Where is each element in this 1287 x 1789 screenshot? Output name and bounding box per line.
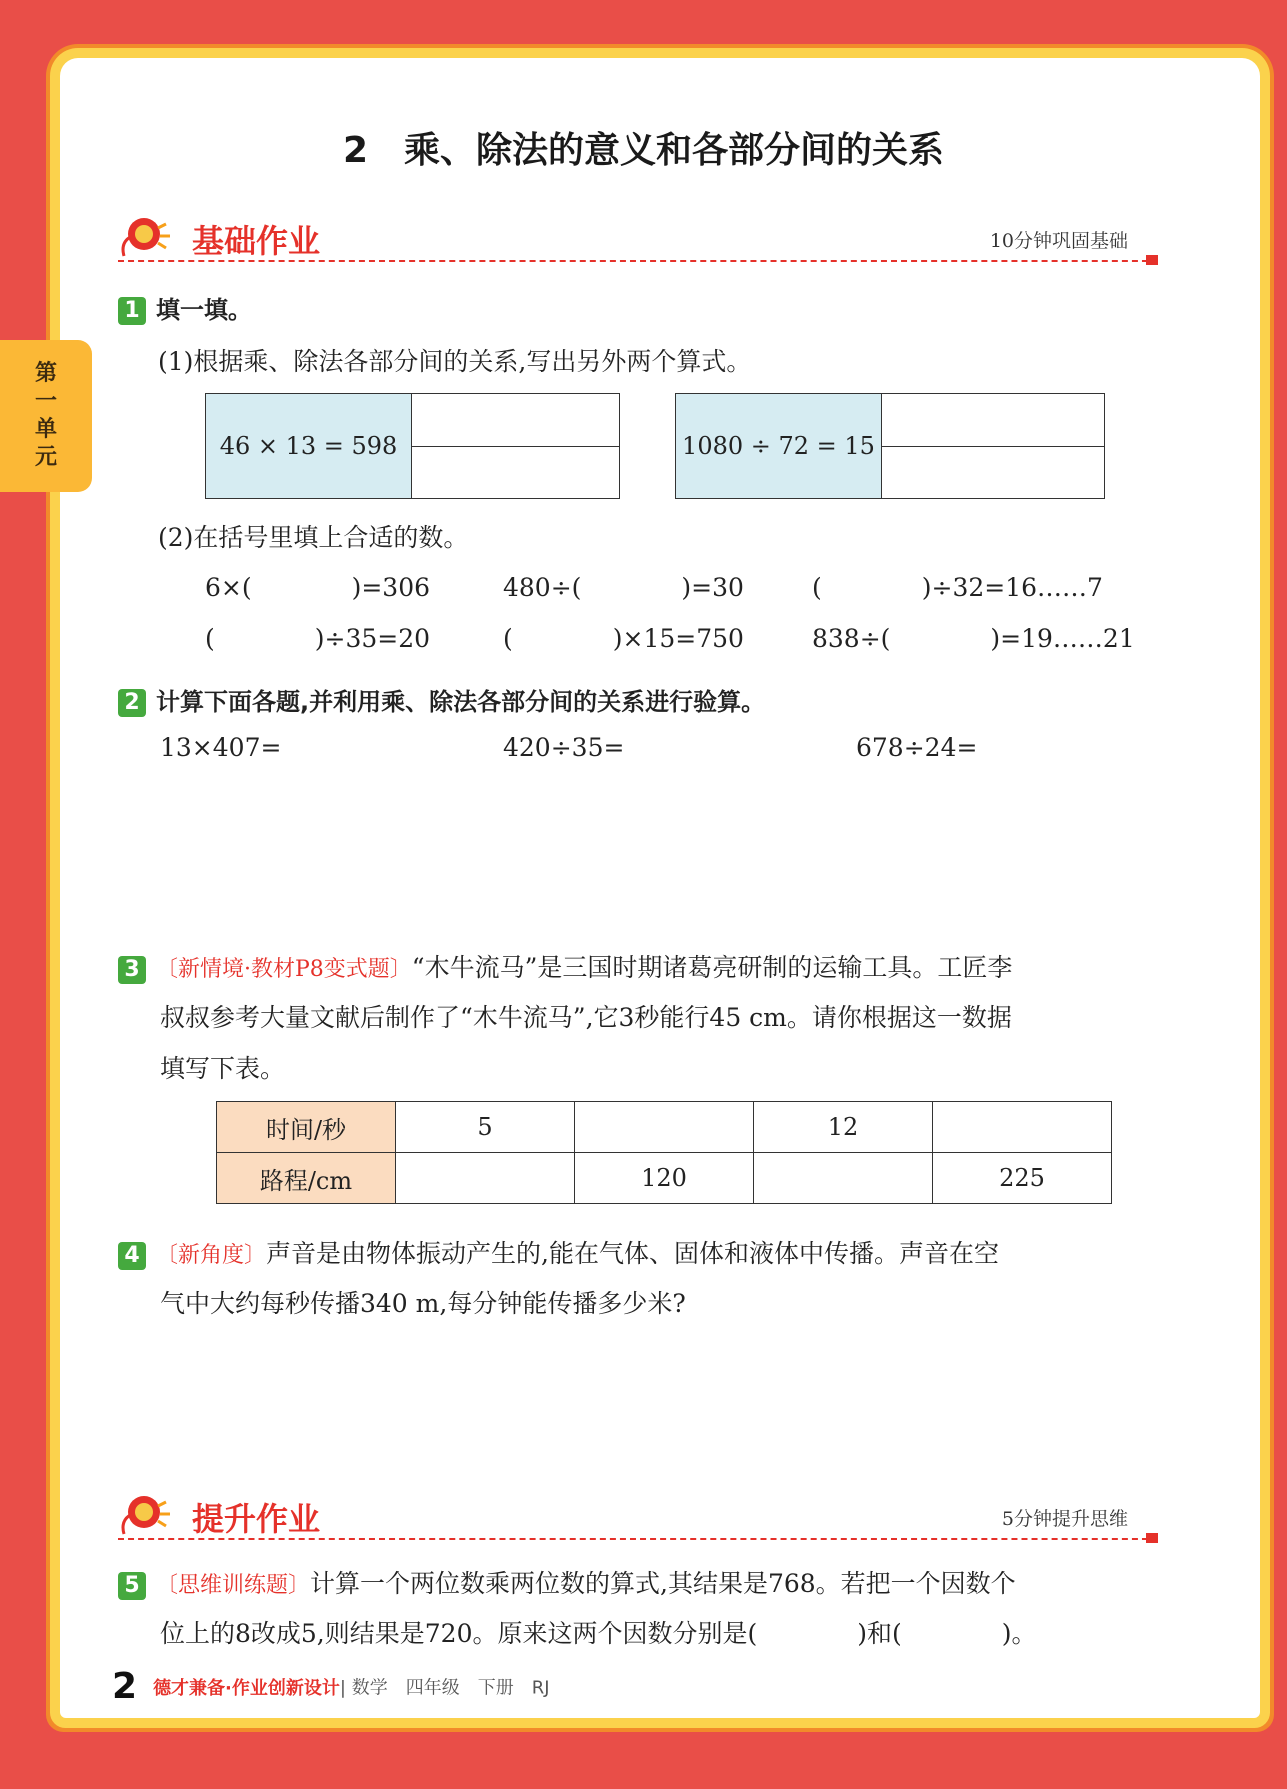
question-3-line-1 — [118, 948, 1012, 984]
divider-end — [1146, 255, 1158, 265]
question-5-text: 计算一个两位数乘两位数的算式,其结果是768。若把一个因数个 — [310, 1569, 1016, 1598]
calc-item[interactable]: 420÷35= — [503, 733, 625, 762]
fill-blank-item[interactable]: ( )×15=750 — [503, 624, 744, 653]
question-number-badge: 1 — [118, 297, 146, 325]
question-tag: 〔新角度〕 — [156, 1243, 267, 1268]
unit-tab-char: 第 — [34, 361, 57, 386]
fill-blank-item[interactable]: ( )÷32=16……7 — [812, 573, 1103, 602]
q1-part1-text: (1)根据乘、除法各部分间的关系,写出另外两个算式。 — [158, 347, 752, 376]
footer-meta: | 数学 四年级 下册 RJ — [339, 1677, 550, 1699]
given-equation: 46 × 13 = 598 — [206, 394, 412, 498]
section-basic-hint: 10分钟巩固基础 — [989, 230, 1128, 252]
answer-blank[interactable] — [412, 447, 619, 499]
question-1-title: 填一填。 — [156, 296, 252, 324]
question-tag: 〔思维训练题〕 — [156, 1573, 311, 1598]
table-header-cell: 时间/秒 — [217, 1102, 396, 1153]
unit-tab-char: 一 — [34, 389, 57, 414]
fill-blank-item[interactable]: ( )÷35=20 — [205, 624, 431, 653]
table-cell[interactable] — [575, 1102, 754, 1153]
divider — [118, 1538, 1158, 1540]
table-cell[interactable] — [933, 1102, 1112, 1153]
section-advanced-hint: 5分钟提升思维 — [1001, 1508, 1128, 1530]
question-5-line-1 — [118, 1564, 1016, 1600]
question-3-line-2: 叔叔参考大量文献后制作了“木牛流马”,它3秒能行45 cm。请你根据这一数据 — [160, 1003, 1012, 1032]
table-cell[interactable] — [396, 1153, 575, 1204]
question-4-line-1 — [118, 1234, 999, 1270]
question-3-text: “木牛流马”是三国时期诸葛亮研制的运输工具。工匠李 — [411, 953, 1013, 982]
answer-blank[interactable] — [412, 394, 619, 447]
calc-item[interactable]: 678÷24= — [856, 733, 978, 762]
question-number-badge: 4 — [118, 1242, 146, 1270]
question-number-badge: 2 — [118, 689, 146, 717]
question-2-head — [118, 682, 765, 717]
answer-blank-group[interactable] — [412, 394, 619, 498]
fill-blank-item[interactable]: 6×( )=306 — [205, 573, 431, 602]
divider — [118, 260, 1158, 262]
given-equation: 1080 ÷ 72 = 15 — [676, 394, 882, 498]
table-row — [217, 1153, 1112, 1204]
page-number: 2 — [112, 1666, 138, 1707]
question-1-head — [118, 290, 252, 325]
unit-side-tab — [0, 340, 92, 492]
table-cell: 225 — [933, 1153, 1112, 1204]
table-cell[interactable] — [754, 1153, 933, 1204]
section-advanced-label: 提升作业 — [192, 1500, 321, 1538]
answer-blank[interactable] — [882, 394, 1104, 447]
section-basic-label: 基础作业 — [192, 222, 321, 260]
question-number-badge: 3 — [118, 956, 146, 984]
question-5-line-2[interactable]: 位上的8改成5,则结果是720。原来这两个因数分别是( )和( )。 — [160, 1619, 1037, 1648]
fill-blank-item[interactable]: 480÷( )=30 — [503, 573, 744, 602]
time-distance-table — [216, 1101, 1112, 1204]
footer-brand: 德才兼备·作业创新设计 — [153, 1677, 340, 1699]
fill-blank-item[interactable]: 838÷( )=19……21 — [812, 624, 1135, 653]
calc-item[interactable]: 13×407= — [160, 733, 282, 762]
section-basic-header — [118, 212, 1158, 268]
q1-part2-text: (2)在括号里填上合适的数。 — [158, 523, 469, 552]
relation-box-2 — [675, 393, 1105, 499]
question-tag: 〔新情境·教材P8变式题〕 — [156, 957, 412, 982]
relation-box-1 — [205, 393, 620, 499]
question-4-line-2: 气中大约每秒传播340 m,每分钟能传播多少米? — [160, 1289, 686, 1318]
unit-tab-char: 单 — [34, 417, 57, 442]
question-3-line-3: 填写下表。 — [160, 1054, 286, 1083]
question-2-title: 计算下面各题,并利用乘、除法各部分间的关系进行验算。 — [156, 688, 766, 716]
page-title: 2 乘、除法的意义和各部分间的关系 — [342, 130, 945, 171]
section-advanced-header — [118, 1490, 1158, 1546]
table-cell: 120 — [575, 1153, 754, 1204]
table-cell: 5 — [396, 1102, 575, 1153]
table-row — [217, 1102, 1112, 1153]
answer-blank[interactable] — [882, 447, 1104, 499]
question-number-badge: 5 — [118, 1572, 146, 1600]
divider-end — [1146, 1533, 1158, 1543]
table-header-cell: 路程/cm — [217, 1153, 396, 1204]
answer-blank-group[interactable] — [882, 394, 1104, 498]
page-footer — [112, 1666, 550, 1707]
table-cell: 12 — [754, 1102, 933, 1153]
question-4-text: 声音是由物体振动产生的,能在气体、固体和液体中传播。声音在空 — [266, 1239, 999, 1268]
unit-tab-char: 元 — [34, 445, 57, 470]
